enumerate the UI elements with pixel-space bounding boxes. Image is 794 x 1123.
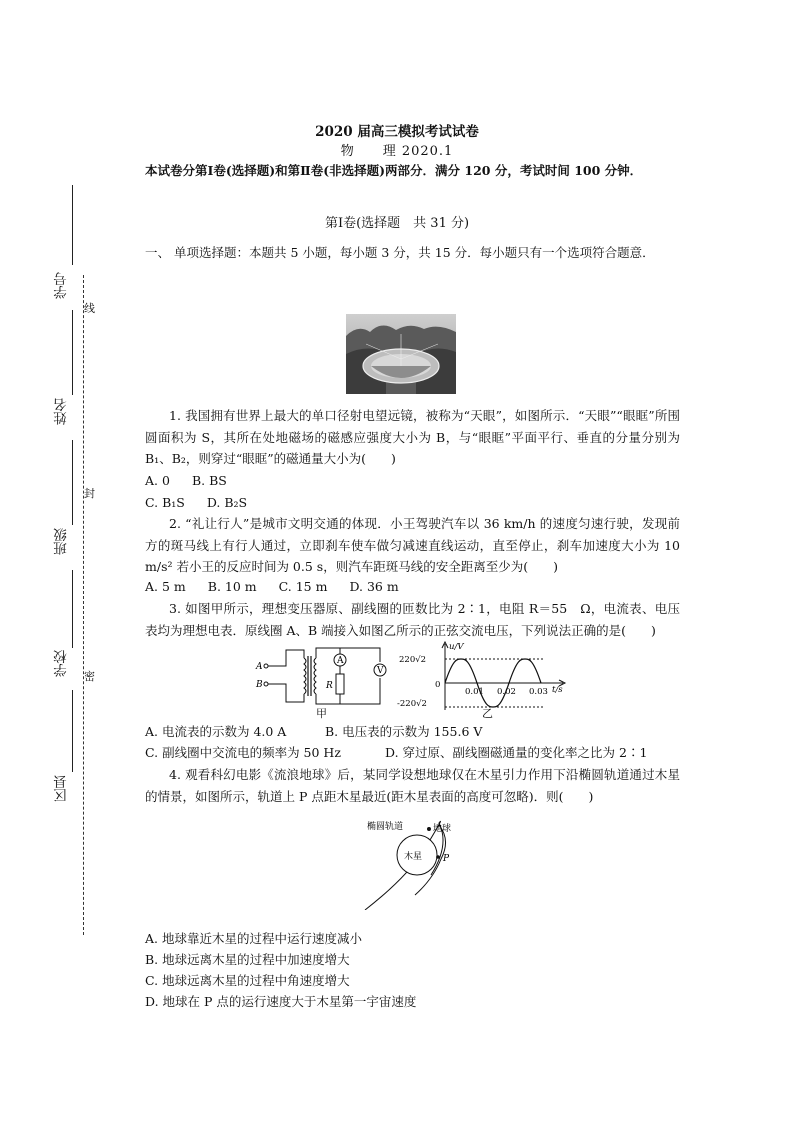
q4-option-a[interactable]: A. 地球靠近木星的过程中运行速度减小 bbox=[145, 931, 362, 946]
graph-tick-0: 0.01 bbox=[465, 687, 484, 697]
figure-yi-caption: 乙 bbox=[482, 707, 493, 720]
q2-option-a[interactable]: A. 5 m bbox=[145, 579, 186, 594]
voltmeter-label: V bbox=[377, 666, 384, 676]
part1-instructions: 一、 单项选择题：本题共 5 小题，每小题 3 分，共 15 分．每小题只有一个选项符合题意． bbox=[145, 245, 655, 260]
margin-field-district: 区县 bbox=[54, 775, 70, 802]
q4-option-b[interactable]: B. 地球远离木星的过程中加速度增大 bbox=[145, 952, 350, 967]
q1-option-d[interactable]: D. B₂S bbox=[206, 495, 248, 510]
binding-dashed-line bbox=[83, 275, 84, 935]
name-blank[interactable] bbox=[72, 310, 73, 395]
question-1-options-row2 bbox=[145, 492, 680, 514]
q4-option-d[interactable]: D. 地球在 P 点的运行速度大于木星第一宇宙速度 bbox=[145, 994, 417, 1009]
question-1-options-row1 bbox=[145, 470, 680, 492]
earth-label: 地球 bbox=[433, 824, 452, 834]
question-3-options-row1 bbox=[145, 721, 680, 743]
graph-origin: 0 bbox=[435, 680, 441, 690]
seal-char-secret: 密 bbox=[84, 670, 95, 683]
q1-option-c[interactable]: C. B₁S bbox=[145, 495, 185, 510]
telescope-photo bbox=[346, 314, 456, 394]
point-p-label: P bbox=[443, 854, 450, 864]
class-blank[interactable] bbox=[72, 440, 73, 525]
graph-y-top: 220√2 bbox=[399, 655, 427, 665]
q1-option-a[interactable]: A. 0 bbox=[145, 473, 170, 488]
question-2-options bbox=[145, 576, 680, 598]
q3-option-a[interactable]: A. 电流表的示数为 4.0 A bbox=[145, 724, 287, 739]
margin-field-student-id: 学号 bbox=[54, 272, 70, 299]
orbit-label: 椭圆轨道 bbox=[367, 822, 404, 832]
question-4-stem: 4. 观看科幻电影《流浪地球》后，某同学设想地球仅在木星引力作用下沿椭圆轨道通过木星的情景，如图所示，轨道上 P 点距木星最近(距木星表面的高度可忽略)．则( ) bbox=[145, 767, 680, 804]
graph-tick-1: 0.02 bbox=[497, 687, 516, 697]
q3-option-b[interactable]: B. 电压表的示数为 155.6 V bbox=[325, 724, 483, 739]
q2-option-b[interactable]: B. 10 m bbox=[207, 579, 257, 594]
q1-option-b[interactable]: B. BS bbox=[191, 473, 227, 488]
question-1-stem: 1. 我国拥有世界上最大的单口径射电望远镜，被称为“天眼”，如图所示．“天眼”“眼眶”所围圆面积为 S，其所在处地磁场的磁感应强度大小为 B，与“眼眶”平面平行、垂直的分量分别为 B₁、B₂，则穿过“眼眶”的磁通量大小为( ) bbox=[145, 408, 680, 466]
question-3-stem: 3. 如图甲所示，理想变压器原、副线圈的匝数比为 2∶1，电阻 R＝55 Ω，电流表、电压表均为理想电表．原线圈 A、B 端接入如图乙所示的正弦交流电压，下列说法正确的是( ) bbox=[145, 601, 680, 638]
q4-option-c[interactable]: C. 地球远离木星的过程中角速度增大 bbox=[145, 973, 350, 988]
graph-ylabel: u/V bbox=[449, 642, 464, 652]
district-blank[interactable] bbox=[72, 690, 73, 772]
exam-title: 2020 届高三模拟考试试卷 bbox=[315, 124, 479, 140]
question-2-stem: 2. “礼让行人”是城市文明交通的体现．小王驾驶汽车以 36 km/h 的速度匀速行驶，发现前方的斑马线上有行人通过，立即刹车使车做匀减速直线运动，直至停止，刹车加速度大小为 10 m/s² 若小王的反应时间为 0.5 s，则汽车距斑马线的安全距离至少为( ) bbox=[145, 516, 680, 574]
section-heading: 第Ⅰ卷(选择题 共 31 分) bbox=[324, 216, 470, 231]
figure-jia-caption: 甲 bbox=[316, 707, 327, 720]
margin-field-name: 姓名 bbox=[54, 398, 70, 425]
graph-tick-2: 0.03 bbox=[529, 687, 548, 697]
jupiter-label: 木星 bbox=[404, 852, 423, 862]
margin-field-school: 学校 bbox=[54, 650, 70, 677]
q2-option-c[interactable]: C. 15 m bbox=[278, 579, 328, 594]
jupiter-orbit-figure bbox=[355, 815, 475, 910]
exam-intro: 本试卷分第Ⅰ卷(选择题)和第Ⅱ卷(非选择题)两部分．满分 120 分，考试时间 100 分钟． bbox=[145, 163, 643, 178]
circuit-label-b: B bbox=[256, 680, 263, 690]
q3-option-c[interactable]: C. 副线圈中交流电的频率为 50 Hz bbox=[145, 745, 341, 760]
exam-subject: 物 理 2020.1 bbox=[340, 144, 454, 159]
graph-xlabel: t/s bbox=[552, 685, 563, 695]
school-blank[interactable] bbox=[72, 570, 73, 648]
resistor-label: R bbox=[326, 681, 333, 691]
ammeter-label: A bbox=[337, 656, 344, 666]
q3-option-d[interactable]: D. 穿过原、副线圈磁通量的变化率之比为 2∶1 bbox=[385, 745, 648, 760]
seal-char-seal: 封 bbox=[84, 487, 95, 500]
seal-char-line: 线 bbox=[84, 302, 95, 315]
circuit-label-a: A bbox=[256, 662, 263, 672]
q2-option-d[interactable]: D. 36 m bbox=[349, 579, 399, 594]
graph-y-bottom: -220√2 bbox=[397, 699, 427, 709]
margin-field-class: 班级 bbox=[54, 528, 70, 555]
question-3-options-row2 bbox=[145, 742, 680, 764]
